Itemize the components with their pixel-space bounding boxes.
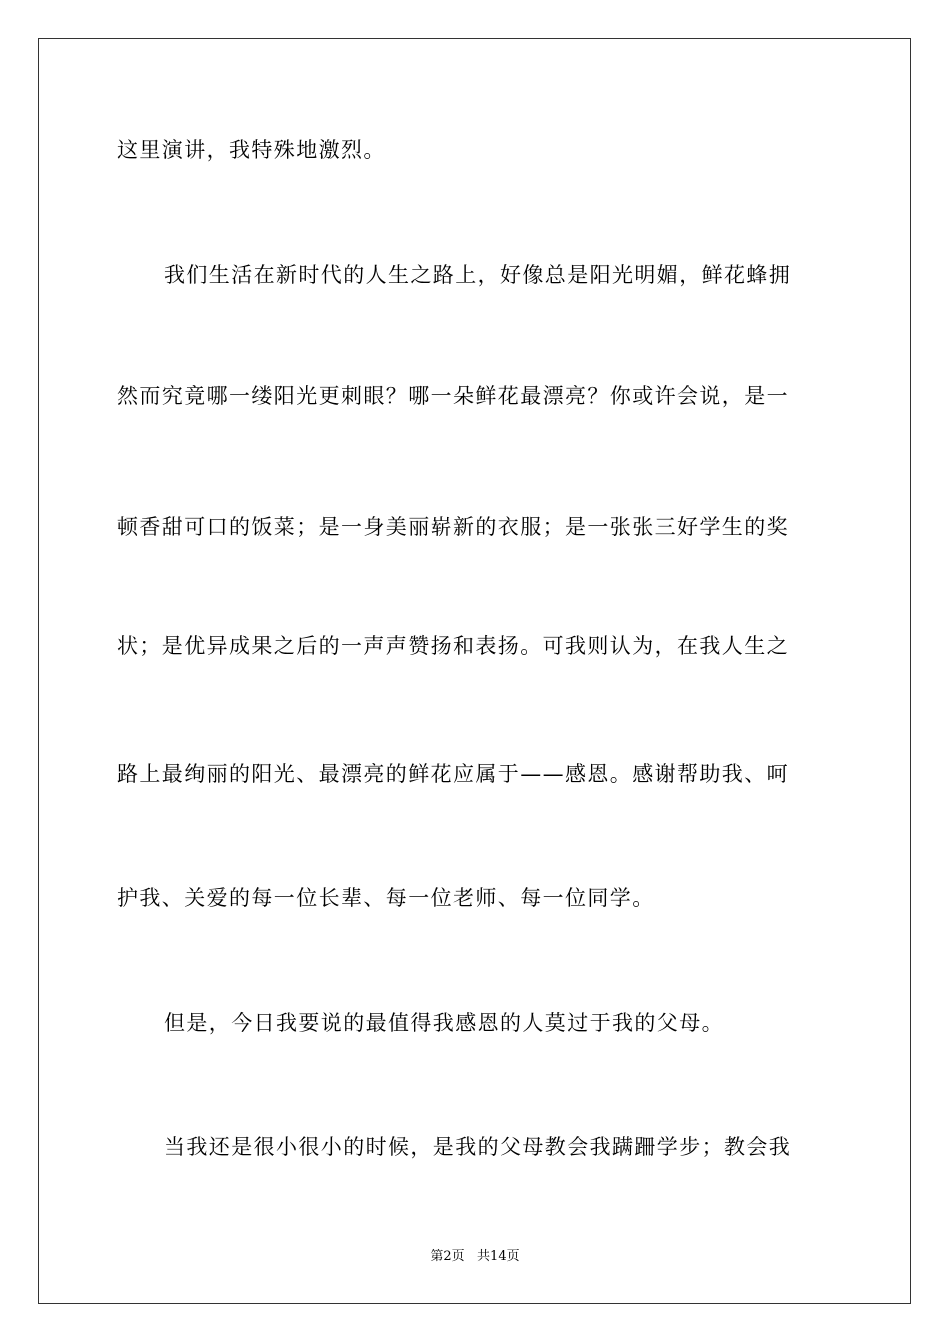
- paragraph-line: 顿香甜可口的饭菜；是一身美丽崭新的衣服；是一张张三好学生的奖: [117, 515, 789, 539]
- paragraph-line: 当我还是很小很小的时候，是我的父母教会我蹒跚学步；教会我: [164, 1135, 792, 1159]
- paragraph-line: 路上最绚丽的阳光、最漂亮的鲜花应属于——感恩。感谢帮助我、呵: [117, 762, 789, 786]
- page-border: [38, 38, 911, 1304]
- page-number-footer: 第2页 共14页: [430, 1249, 520, 1264]
- paragraph-line: 然而究竟哪一缕阳光更刺眼？哪一朵鲜花最漂亮？你或许会说，是一: [117, 384, 789, 408]
- paragraph-line: 这里演讲，我特殊地激烈。: [117, 138, 386, 162]
- paragraph-line: 但是，今日我要说的最值得我感恩的人莫过于我的父母。: [164, 1011, 724, 1035]
- paragraph-line: 我们生活在新时代的人生之路上，好像总是阳光明媚，鲜花蜂拥: [164, 263, 792, 287]
- paragraph-line: 状；是优异成果之后的一声声赞扬和表扬。可我则认为，在我人生之: [117, 634, 789, 658]
- paragraph-line: 护我、关爱的每一位长辈、每一位老师、每一位同学。: [117, 886, 655, 910]
